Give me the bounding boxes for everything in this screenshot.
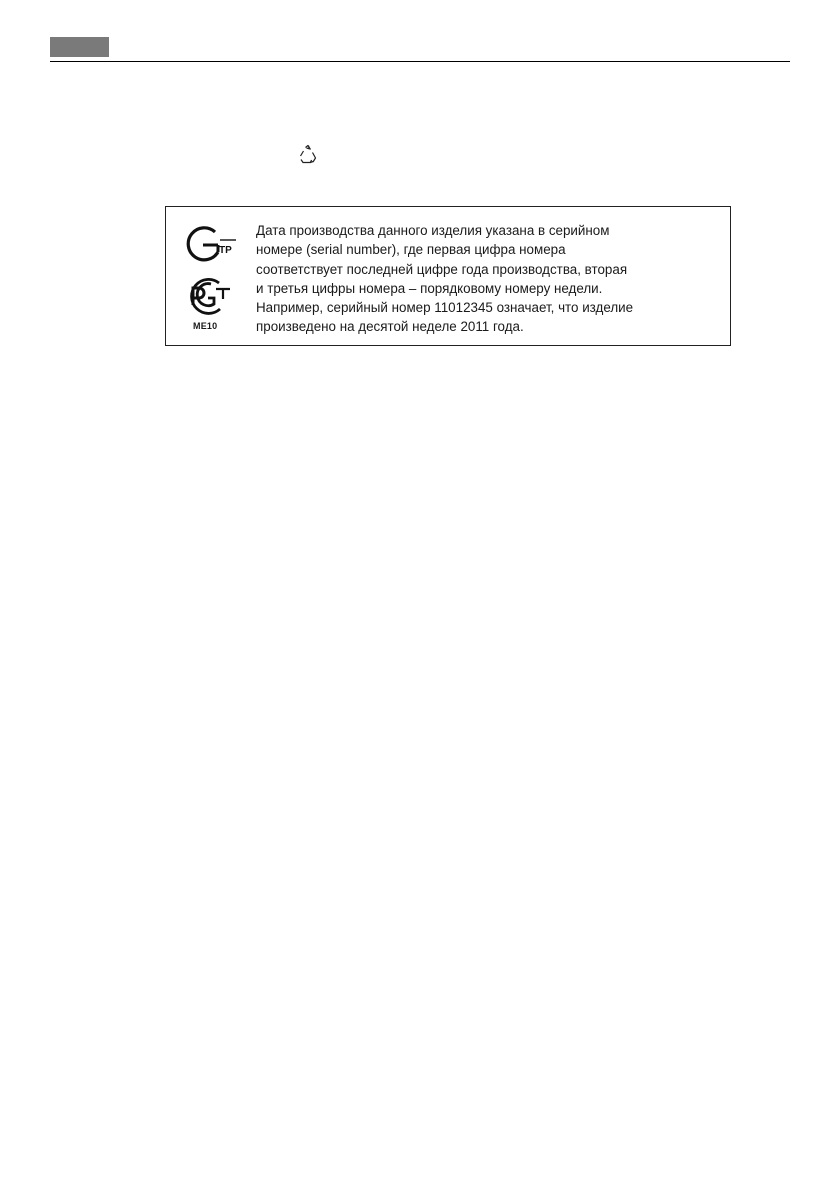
svg-text:ТР: ТР: [219, 245, 232, 256]
rst-certification-icon: [184, 275, 240, 321]
recycle-icon: [296, 143, 320, 167]
page-tab-marker: [50, 37, 109, 57]
explanation-line: и третья цифры номера – порядковому номеру недели.: [256, 280, 603, 296]
serial-number-explanation: [256, 221, 722, 337]
gost-certification-icon: [184, 223, 240, 269]
explanation-line: Дата производства данного изделия указана в серийном: [256, 223, 610, 238]
header-rule: [50, 61, 790, 62]
explanation-line: соответствует последней цифре года производства, вторая: [256, 261, 628, 277]
serial-number-info-box: [165, 206, 731, 346]
explanation-line: Например, серийный номер 11012345 означает, что изделие: [256, 300, 634, 316]
certification-marks: [184, 223, 244, 335]
explanation-line: номере (serial number), где первая цифра номера: [256, 242, 566, 258]
explanation-line: произведено на десятой неделе 2011 года.: [256, 319, 524, 335]
certification-code: ME10: [193, 321, 218, 331]
